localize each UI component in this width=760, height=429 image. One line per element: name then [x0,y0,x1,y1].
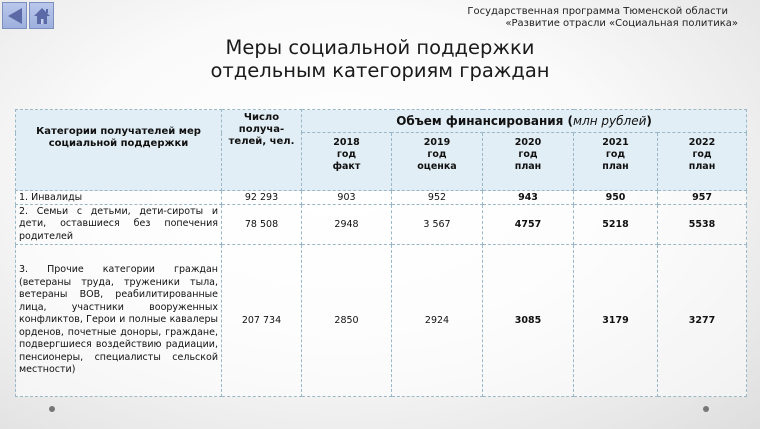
value-2021: 3179 [574,245,658,397]
value-2021: 5218 [574,205,658,245]
header-recipients-count: Число получа-телей, чел. [222,110,302,191]
row-category: 1. Инвалиды [16,191,222,205]
funding-unit: млн рублей [573,114,647,128]
row-category: 3. Прочие категории граждан (ветераны труда, труженики тыла, ветераны ВОВ, реабилитированные лица, участники вооруженных конфликтов, Герои и полные кавалеры орденов, почетные доноры, граждане, подвергшиеся воздействию радиации, пенсионеры, специалисты сельской местности) [16,245,222,397]
value-2020: 3085 [483,245,574,397]
header-category: Категории получателей мер социальной поддержки [16,110,222,191]
value-2019: 952 [392,191,483,205]
header-year-2020: 2020 год план [483,133,574,191]
support-measures-table [15,109,747,397]
slide-dot-right [703,406,709,412]
table-row [16,191,747,205]
navigation-buttons [2,2,54,29]
value-2019: 2924 [392,245,483,397]
row-category: 2. Семьи с детьми, дети-сироты и дети, оставшиеся без попечения родителей [16,205,222,245]
value-2018: 903 [302,191,392,205]
program-header [467,6,738,30]
value-2022: 3277 [658,245,747,397]
row-count: 78 508 [222,205,302,245]
back-button[interactable] [2,2,27,29]
value-2022: 5538 [658,205,747,245]
value-2020: 943 [483,191,574,205]
value-2018: 2948 [302,205,392,245]
header-year-2018: 2018 год факт [302,133,392,191]
page-title: Меры социальной поддержки отдельным категориям граждан [210,36,550,82]
header-year-2019: 2019 год оценка [392,133,483,191]
home-icon [32,6,52,26]
header-year-2022: 2022 год план [658,133,747,191]
value-2019: 3 567 [392,205,483,245]
value-2020: 4757 [483,205,574,245]
table-row [16,205,747,245]
home-button[interactable] [29,2,54,29]
header-funding: Объем финансирования (млн рублей) [302,110,747,133]
row-count: 207 734 [222,245,302,397]
value-2022: 957 [658,191,747,205]
program-subtitle: «Развитие отрасли «Социальная политика» [505,18,738,29]
program-name: Государственная программа Тюменской области [467,6,728,17]
table-row [16,245,747,397]
value-2018: 2850 [302,245,392,397]
header-year-2021: 2021 год план [574,133,658,191]
row-count: 92 293 [222,191,302,205]
slide-dot-left [49,406,55,412]
back-arrow-icon [5,6,25,26]
value-2021: 950 [574,191,658,205]
